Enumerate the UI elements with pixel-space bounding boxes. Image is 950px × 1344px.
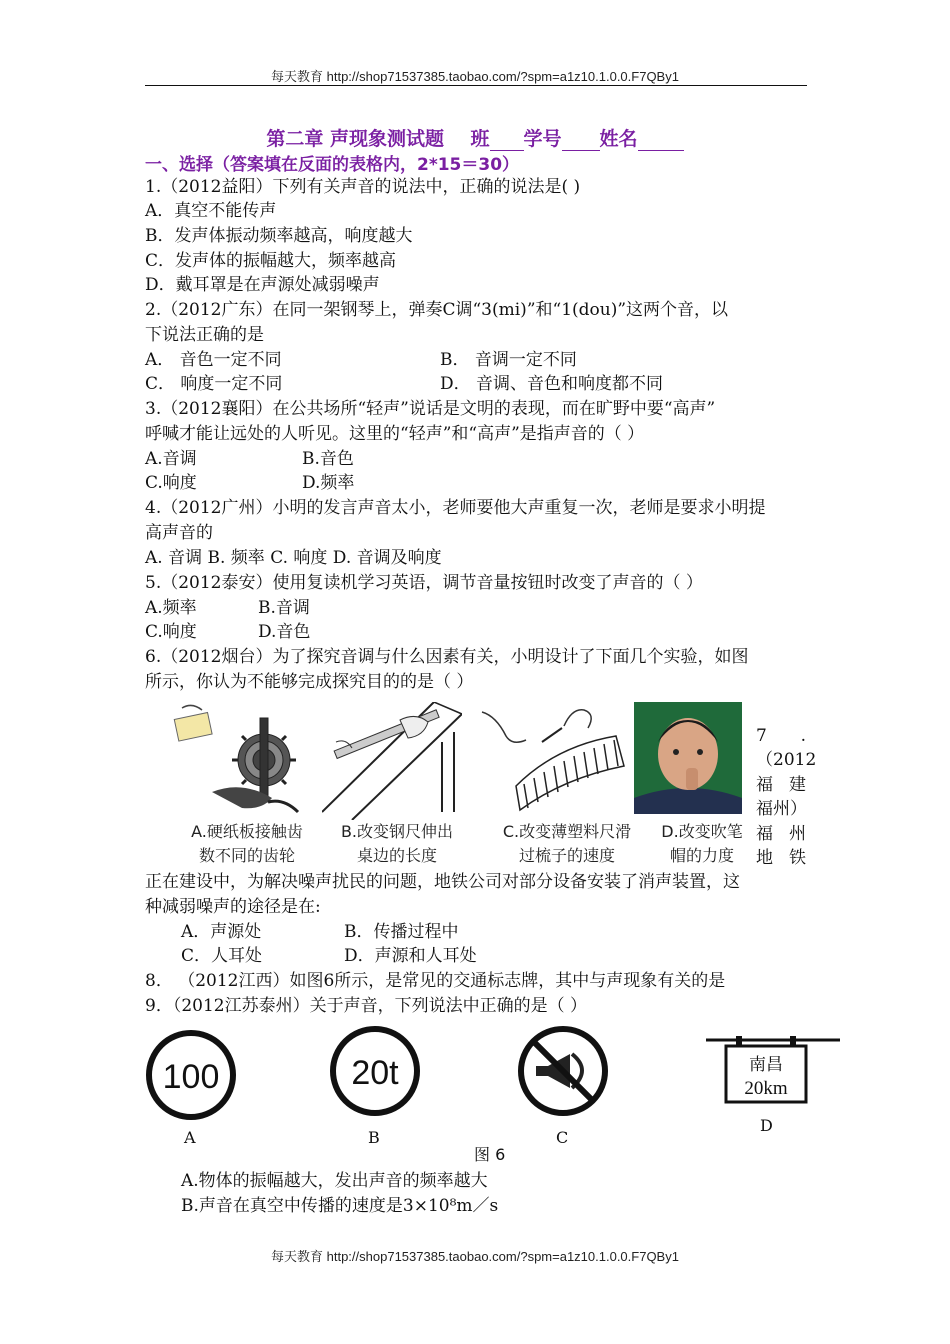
caption-b-line2: 桌边的长度 [356, 846, 437, 865]
sign-letter-c: C [556, 1128, 569, 1147]
q6-figure [172, 702, 760, 872]
q3-option-a: A.音调 [145, 449, 197, 469]
q1-option-b: B．发声体振动频率越高，响度越大 [145, 226, 413, 246]
q2-option-c: C． 响度一定不同 [145, 374, 283, 394]
q2-stem-line1: 2.（2012广东）在同一架钢琴上，弹奏C调“3(mi)”和“1(dou)”这两个音，以 [145, 300, 729, 320]
q6-caption-b [322, 820, 472, 868]
q5-stem: 5.（2012泰安）使用复读机学习英语，调节音量按钮时改变了声音的（ ） [145, 573, 703, 593]
figure-6 [140, 1024, 840, 1174]
caption-d-line2: 帽的力度 [669, 846, 734, 865]
sign-letter-a: A [184, 1128, 196, 1147]
q2-option-d: D． 音调、音色和响度都不同 [440, 374, 664, 394]
distance-sign-icon [706, 1030, 840, 1110]
sign-d-city: 南昌 [749, 1055, 783, 1075]
q5-option-a: A.频率 [145, 598, 197, 618]
sign-letter-b: B [368, 1128, 380, 1147]
circle-sign-icon [144, 1028, 238, 1122]
q7-vertical-line2: （2012 [756, 750, 817, 770]
q7-vertical-line6: 地 铁 [756, 848, 806, 868]
circle-sign-icon [328, 1024, 422, 1118]
page-header: 每天教育 http://shop71537385.taobao.com/?spm=a1z10.1.0.0.F7QBy1 [271, 69, 679, 84]
q1-option-d: D．戴耳罩是在声源处减弱噪声 [145, 275, 380, 295]
sign-b-text: 20t [351, 1054, 399, 1092]
q2-option-a: A． 音色一定不同 [145, 350, 282, 370]
caption-b-line1: B.改变钢尺伸出 [340, 822, 454, 841]
q3-option-d: D.频率 [302, 473, 355, 493]
q3-option-b: B.音色 [302, 449, 354, 469]
q5-option-c: C.响度 [145, 622, 197, 642]
sign-d-distance: 20km [744, 1078, 788, 1099]
title-main: 第二章 声现象测试题 [266, 128, 445, 150]
q4-stem-line2: 高声音的 [145, 523, 213, 543]
q1-option-c: C．发声体的振幅越大，频率越高 [145, 251, 397, 271]
ruler-on-table-icon [322, 702, 462, 820]
q3-stem-line1: 3.（2012襄阳）在公共场所“轻声”说话是文明的表现，而在旷野中要“高声” [145, 399, 716, 419]
q4-stem-line1: 4.（2012广州）小明的发言声音太小，老师要他大声重复一次，老师是要求小明提 [145, 498, 766, 518]
page-title [0, 124, 950, 151]
q6-stem-line2: 所示，你认为不能够完成探究目的的是（ ） [145, 672, 474, 692]
q7-vertical-line1: 7 . [756, 726, 806, 746]
q9-stem: 9．（2012江苏泰州）关于声音，下列说法中正确的是（ ） [145, 996, 587, 1016]
q5-option-d: D.音色 [258, 622, 311, 642]
caption-c-line1: C.改变薄塑料尺滑 [502, 822, 632, 841]
q4-options: A. 音调 B. 频率 C. 响度 D. 音调及响度 [145, 548, 442, 568]
q7-vertical-line3: 福 建 [756, 775, 806, 795]
caption-a-line1: A.硬纸板接触齿 [191, 822, 303, 841]
q5-option-b: B.音调 [258, 598, 310, 618]
q7-option-d: D．声源和人耳处 [344, 946, 477, 966]
class-blank[interactable] [490, 128, 524, 151]
sign-a-text: 100 [162, 1058, 220, 1096]
q8-stem: 8． （2012江西）如图6所示，是常见的交通标志牌，其中与声现象有关的是 [145, 971, 726, 991]
section-heading: 一、选择（答案填在反面的表格内，2*15＝30） [145, 155, 520, 175]
page-footer: 每天教育 http://shop71537385.taobao.com/?spm=a1z10.1.0.0.F7QBy1 [271, 1249, 679, 1264]
caption-d-line1: D.改变吹笔 [661, 822, 743, 841]
q3-option-c: C.响度 [145, 473, 197, 493]
q1-option-a: A．真空不能传声 [145, 201, 277, 221]
gear-wheel-icon [172, 702, 314, 820]
class-label: 班 [470, 128, 490, 150]
q9-option-a: A.物体的振幅越大，发出声音的频率越大 [181, 1171, 488, 1191]
caption-c-line2: 过梳子的速度 [518, 846, 615, 865]
q6-caption-c [486, 820, 648, 868]
q7-vertical-line5: 福 州 [756, 824, 806, 844]
q1-stem: 1.（2012益阳）下列有关声音的说法中，正确的说法是( ) [145, 177, 581, 197]
q7-stem-line1: 正在建设中，为解决噪声扰民的问题，地铁公司对部分设备安装了消声装置，这 [145, 872, 740, 892]
q6-caption-a [172, 820, 322, 868]
q7-vertical-line4: 福州） [756, 799, 807, 819]
q3-stem-line2: 呼喊才能让远处的人听见。这里的“轻声”和“高声”是指声音的（ ） [145, 424, 645, 444]
q7-option-b: B．传播过程中 [344, 922, 459, 942]
comb-ruler-icon [472, 702, 632, 820]
q2-stem-line2: 下说法正确的是 [145, 325, 264, 345]
name-blank[interactable] [638, 128, 684, 151]
boy-photo [634, 702, 742, 820]
header-divider [145, 85, 807, 86]
q2-option-b: B． 音调一定不同 [440, 350, 577, 370]
q7-stem-line2: 种减弱噪声的途径是在: [145, 897, 321, 917]
q6-stem-line1: 6.（2012烟台）为了探究音调与什么因素有关，小明设计了下面几个实验，如图 [145, 647, 749, 667]
name-label: 姓名 [599, 128, 638, 150]
q7-option-a: A．声源处 [181, 922, 262, 942]
q7-option-c: C．人耳处 [181, 946, 263, 966]
number-blank[interactable] [562, 128, 600, 151]
no-horn-sign-icon [516, 1024, 610, 1118]
caption-a-line2: 数不同的齿轮 [198, 846, 295, 865]
q6-caption-d [648, 820, 756, 868]
sign-letter-d: D [760, 1116, 773, 1135]
figure-6-caption: 图 6 [474, 1145, 506, 1164]
number-label: 学号 [523, 128, 562, 150]
q9-option-b: B.声音在真空中传播的速度是3×10⁸m／s [181, 1196, 499, 1216]
